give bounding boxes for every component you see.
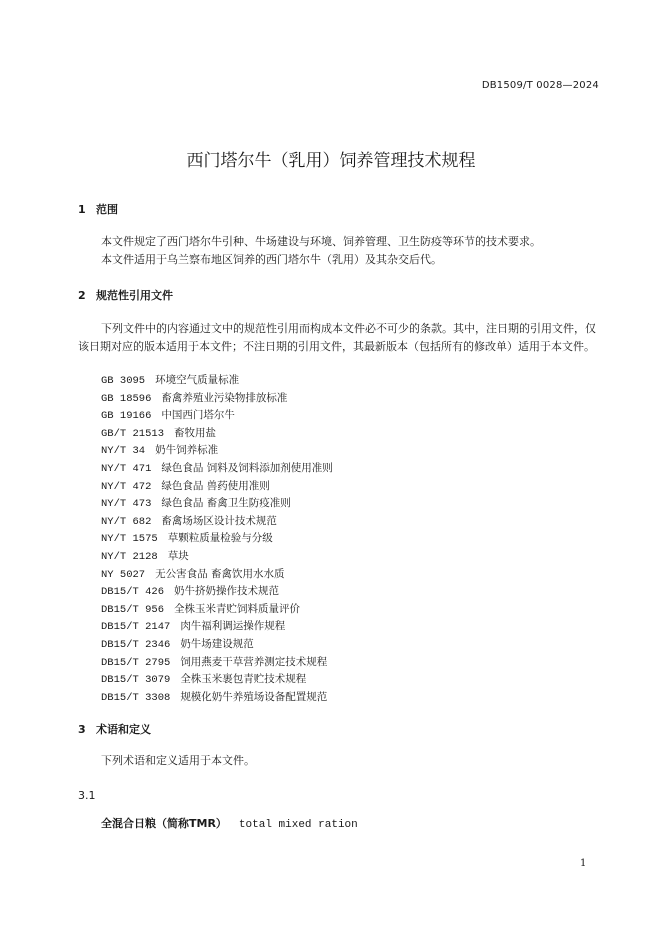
reference-item	[101, 566, 333, 584]
reference-code: DB15/T 3079	[101, 674, 171, 687]
reference-code: DB15/T 426	[101, 586, 165, 599]
reference-name: 无公害食品 畜禽饮用水水质	[155, 567, 285, 580]
reference-name: 规模化奶牛养殖场设备配置规范	[180, 690, 328, 703]
reference-code: NY/T 2128	[101, 550, 158, 563]
reference-item	[101, 618, 333, 636]
section-number: 2	[78, 289, 86, 302]
reference-code: NY/T 471	[101, 462, 152, 475]
reference-item	[101, 390, 333, 408]
reference-item	[101, 548, 333, 566]
reference-name: 草块	[167, 549, 189, 562]
reference-item	[101, 583, 333, 601]
reference-code: DB15/T 2346	[101, 638, 171, 651]
reference-name: 全株玉米青贮饲料质量评价	[174, 602, 301, 615]
term-title	[101, 815, 358, 831]
reference-name: 畜禽养殖业污染物排放标准	[161, 391, 288, 404]
reference-code: DB15/T 3308	[101, 691, 171, 704]
reference-name: 奶牛挤奶操作技术规范	[174, 585, 280, 598]
reference-name: 绿色食品 畜禽卫生防疫准则	[161, 497, 291, 510]
reference-item	[101, 689, 333, 707]
section-title: 范围	[96, 203, 118, 216]
reference-name: 草颗粒质量检验与分级	[167, 532, 273, 545]
reference-name: 奶牛场建设规范	[180, 637, 254, 650]
reference-item	[101, 495, 333, 513]
section-title: 规范性引用文件	[96, 289, 173, 302]
reference-code: NY/T 1575	[101, 533, 158, 546]
reference-code: DB15/T 956	[101, 603, 165, 616]
reference-code: GB 18596	[101, 392, 152, 405]
reference-code: NY 5027	[101, 568, 146, 581]
section-1-paragraph-2: 本文件适用于乌兰察布地区饲养的西门塔尔牛（乳用）及其杂交后代。	[101, 253, 442, 266]
reference-code: GB 3095	[101, 375, 146, 387]
reference-code: NY/T 473	[101, 498, 152, 511]
reference-item	[101, 513, 333, 531]
reference-code: GB/T 21513	[101, 427, 165, 440]
reference-item	[101, 671, 333, 689]
reference-name: 绿色食品 兽药使用准则	[161, 479, 270, 492]
section-3-heading	[78, 721, 151, 737]
reference-code: NY/T 682	[101, 515, 152, 528]
reference-item	[101, 601, 333, 619]
reference-list	[101, 372, 333, 706]
document-title: 西门塔尔牛（乳用）饲养管理技术规程	[186, 151, 476, 171]
section-2-heading	[78, 287, 173, 303]
term-number: 3.1	[78, 789, 96, 802]
reference-item	[101, 442, 333, 460]
section-1-heading	[78, 201, 118, 217]
reference-name: 肉牛福利调运操作规程	[180, 620, 286, 633]
section-title: 术语和定义	[96, 723, 151, 736]
reference-item	[101, 478, 333, 496]
reference-item	[101, 372, 333, 390]
reference-name: 中国西门塔尔牛	[161, 409, 235, 422]
reference-code: DB15/T 2795	[101, 656, 171, 669]
page-number: 1	[580, 858, 587, 869]
reference-item	[101, 636, 333, 654]
reference-name: 全株玉米裹包青贮技术规程	[180, 673, 307, 686]
reference-item	[101, 407, 333, 425]
section-1-paragraph-1: 本文件规定了西门塔尔牛引种、牛场建设与环境、饲养管理、卫生防疫等环节的技术要求。	[101, 235, 541, 248]
document-code: DB1509/T 0028—2024	[481, 80, 599, 91]
reference-code: NY/T 472	[101, 480, 152, 493]
reference-item	[101, 654, 333, 672]
term-chinese: 全混合日粮（简称TMR）	[101, 817, 227, 830]
reference-item	[101, 530, 333, 548]
term-english: total mixed ration	[238, 819, 358, 831]
section-number: 1	[78, 203, 86, 216]
reference-name: 畜牧用盐	[174, 426, 217, 439]
reference-code: GB 19166	[101, 410, 152, 423]
reference-name: 绿色食品 饲料及饲料添加剂使用准则	[161, 461, 333, 474]
reference-name: 畜禽场场区设计技术规范	[161, 514, 277, 527]
reference-code: DB15/T 2147	[101, 621, 171, 634]
reference-item	[101, 425, 333, 443]
reference-item	[101, 460, 333, 478]
reference-code: NY/T 34	[101, 445, 146, 458]
section-3-paragraph: 下列术语和定义适用于本文件。	[101, 754, 255, 767]
reference-name: 饲用燕麦干草营养测定技术规程	[180, 655, 328, 668]
reference-name: 环境空气质量标准	[155, 374, 240, 386]
section-2-paragraph: 下列文件中的内容通过文中的规范性引用而构成本文件必不可少的条款。其中，注日期的引用文件，仅该日期对应的版本适用于本文件；不注日期的引用文件，其最新版本（包括所有的修改单）适用于本文件。	[78, 322, 596, 353]
section-number: 3	[78, 723, 86, 736]
reference-name: 奶牛饲养标准	[155, 444, 219, 457]
